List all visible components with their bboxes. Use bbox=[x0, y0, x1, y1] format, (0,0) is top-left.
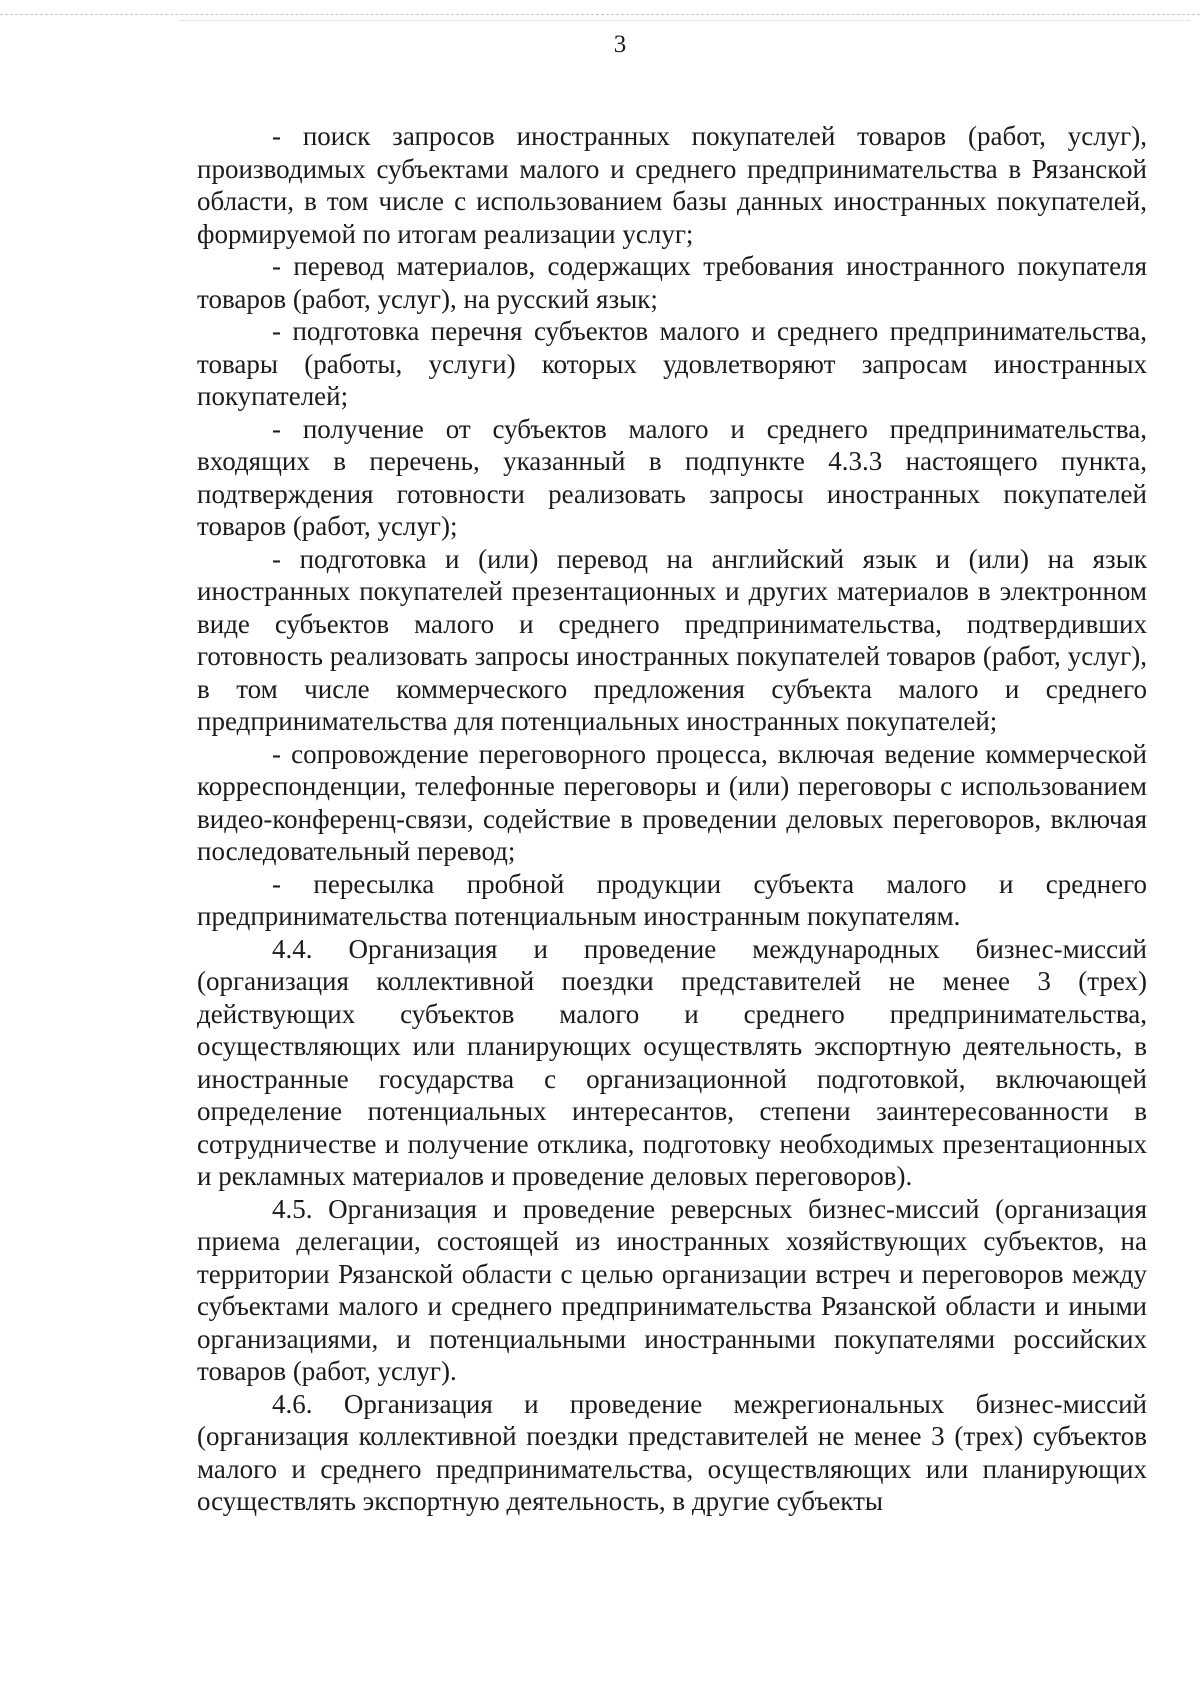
page-number: 3 bbox=[613, 31, 627, 58]
paragraph-4-5: 4.5. Организация и проведение реверсных бизнес-миссий (организация приема делегации, состоящей из иностранных хозяйствующих субъектов, на территории Рязанской области с целью организации встреч и переговоров между субъектами малого и среднего предпринимательства Рязанской области и иными организациями, и потенциальными иностранными покупателями российских товаров (работ, услуг). bbox=[197, 1193, 1147, 1386]
paragraph-negotiations: - сопровождение переговорного процесса, включая ведение коммерческой корреспонденции, телефонные переговоры и (или) переговоры с использованием видео-конференц-связи, содействие в проведении деловых переговоров, включая последовательный перевод; bbox=[197, 738, 1147, 866]
document-body bbox=[197, 120, 1147, 1518]
paragraph-samples: - пересылка пробной продукции субъекта малого и среднего предпринимательства потенциальным иностранным покупателям. bbox=[197, 868, 1147, 931]
paragraph-4-4: 4.4. Организация и проведение международных бизнес-миссий (организация коллективной поездки представителей не менее 3 (трех) действующих субъектов малого и среднего предпринимательства, осуществляющих или планирующих осуществлять экспортную деятельность, в иностранные государства с организационной подготовкой, включающей определение потенциальных интересантов, степени заинтересованности в сотрудничестве и получение отклика, подготовку необходимых презентационных и рекламных материалов и проведение деловых переговоров). bbox=[197, 933, 1147, 1191]
paragraph-translation: - перевод материалов, содержащих требования иностранного покупателя товаров (работ, услуг), на русский язык; bbox=[197, 251, 1147, 314]
paragraph-materials: - подготовка и (или) перевод на английский язык и (или) на язык иностранных покупателей презентационных и других материалов в электронном виде субъектов малого и среднего предпринимательства, подтвердивших готовность реализовать запросы иностранных покупателей товаров (работ, услуг), в том числе коммерческого предложения субъекта малого и среднего предпринимательства для потенциальных иностранных покупателей; bbox=[197, 543, 1147, 736]
paragraph-4-6: 4.6. Организация и проведение межрегиональных бизнес-миссий (организация коллективной поездки представителей не менее 3 (трех) субъектов малого и среднего предпринимательства, осуществляющих или планирующих осуществлять экспортную деятельность, в другие субъекты bbox=[197, 1388, 1147, 1516]
paragraph-confirmation: - получение от субъектов малого и среднего предпринимательства, входящих в перечень, указанный в подпункте 4.3.3 настоящего пункта, подтверждения готовности реализовать запросы иностранных покупателей товаров (работ, услуг); bbox=[197, 413, 1147, 541]
scan-top-edge-line bbox=[180, 20, 1190, 21]
scan-top-edge bbox=[0, 14, 1200, 23]
paragraph-list-preparation: - подготовка перечня субъектов малого и среднего предпринимательства, товары (работы, услуги) которых удовлетворяют запросам иностранных покупателей; bbox=[197, 316, 1147, 411]
paragraph-search-requests: - поиск запросов иностранных покупателей товаров (работ, услуг), производимых субъектами малого и среднего предпринимательства в Рязанской области, в том числе с использованием базы данных иностранных покупателей, формируемой по итогам реализации услуг; bbox=[197, 121, 1147, 249]
